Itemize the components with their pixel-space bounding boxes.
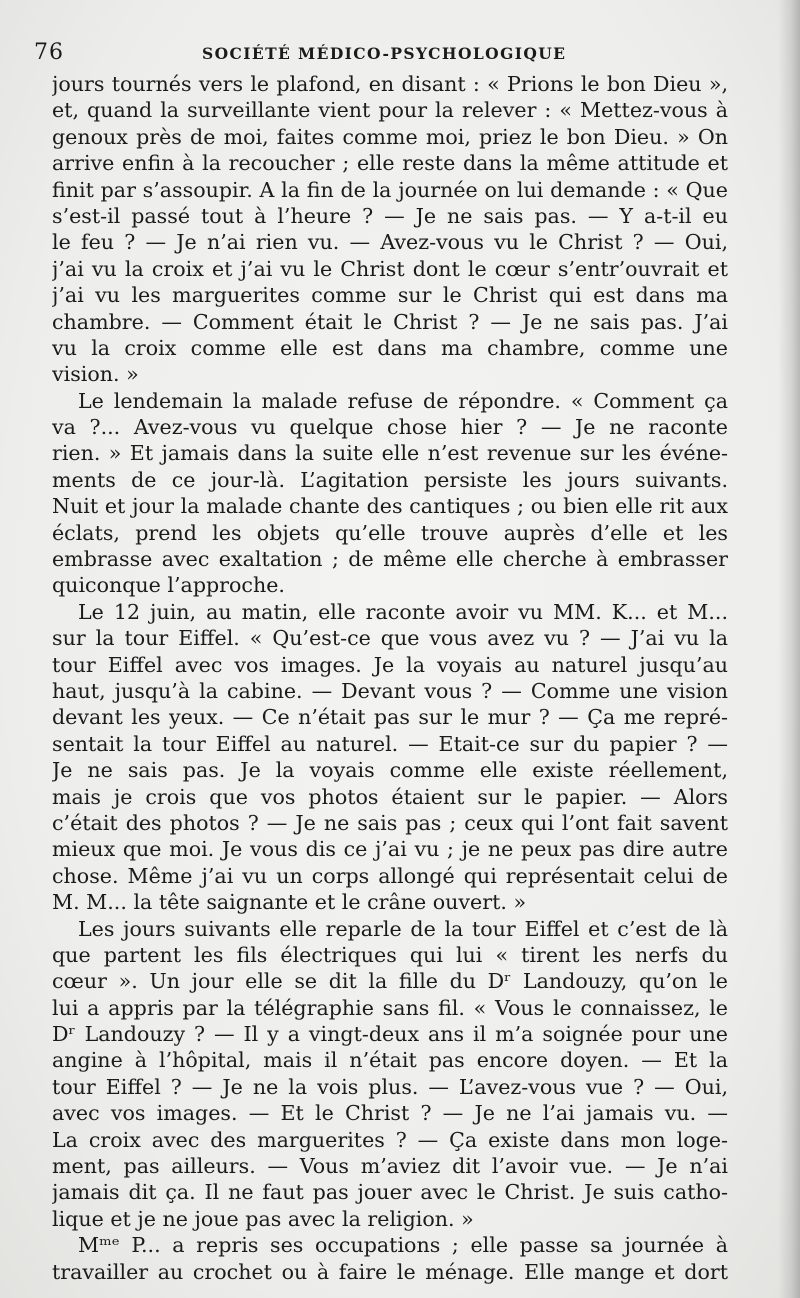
text-line: s’est-il passé tout à l’heure ? — Je ne sais pas. — Y a-t-il eu xyxy=(52,203,728,228)
text-line: cœur ». Un jour elle se dit la fille du Dʳ Landouzy, qu’on le xyxy=(52,969,728,994)
text-line: travailler au crochet ou à faire le ménage. Elle mange et dort xyxy=(52,1259,728,1284)
paragraph-start-line: Les jours suivants elle reparle de la tour Eiffel et c’est de là xyxy=(78,916,728,941)
text-line: mais je crois que vos photos étaient sur le papier. — Alors xyxy=(52,784,728,809)
text-line: sentait la tour Eiffel au naturel. — Etait-ce sur du papier ? — xyxy=(52,731,728,756)
text-line: avec vos images. — Et le Christ ? — Je ne l’ai jamais vu. — xyxy=(52,1101,728,1126)
text-line: que partent les fils électriques qui lui « tirent les nerfs du xyxy=(52,942,728,967)
text-line: j’ai vu la croix et j’ai vu le Christ dont le cœur s’entr’ouvrait et xyxy=(52,256,728,281)
text-line: le feu ? — Je n’ai rien vu. — Avez-vous vu le Christ ? — Oui, xyxy=(52,230,728,255)
page-number: 76 xyxy=(34,40,64,65)
paragraph-start-line: Mᵐᵉ P... a repris ses occupations ; elle passe sa journée à xyxy=(78,1233,728,1258)
paragraph-end-line: M. M... la tête saignante et le crâne ouvert. » xyxy=(52,890,527,915)
text-line: rien. » Et jamais dans la suite elle n’est revenue sur les événe- xyxy=(52,441,728,466)
text-line: embrasse avec exaltation ; de même elle cherche à embrasser xyxy=(52,547,728,572)
binding-shadow xyxy=(778,0,800,1298)
paragraph-start-line: Le lendemain la malade refuse de répondre. « Comment ça xyxy=(78,388,728,413)
text-line: va ?... Avez-vous vu quelque chose hier ? — Je ne raconte xyxy=(52,415,728,440)
text-line: jours tournés vers le plafond, en disant : « Prions le bon Dieu », xyxy=(52,72,728,96)
text-line: j’ai vu les marguerites comme sur le Christ qui est dans ma xyxy=(52,283,728,308)
text-line: vu la croix comme elle est dans ma chambre, comme une xyxy=(52,335,728,360)
text-line: angine à l’hôpital, mais il n’était pas encore doyen. — Et la xyxy=(52,1048,728,1073)
text-line: éclats, prend les objets qu’elle trouve auprès d’elle et les xyxy=(52,520,728,545)
text-line: tour Eiffel ? — Je ne la vois plus. — L’avez-vous vue ? — Oui, xyxy=(52,1074,728,1099)
running-head xyxy=(34,38,774,68)
text-line: mieux que moi. Je vous dis ce j’ai vu ; je ne peux pas dire autre xyxy=(52,837,728,862)
text-line: jamais dit ça. Il ne faut pas jouer avec le Christ. Je suis catho- xyxy=(52,1180,728,1205)
paragraph-start-line: Le 12 juin, au matin, elle raconte avoir vu MM. K... et M... xyxy=(78,599,728,624)
text-line: chambre. — Comment était le Christ ? — Je ne sais pas. J’ai xyxy=(52,309,728,334)
text-line: arrive enfin à la recoucher ; elle reste dans la même attitude et xyxy=(52,151,728,176)
text-line: chose. Même j’ai vu un corps allongé qui représentait celui de xyxy=(52,863,728,888)
paragraph-end-line: vision. » xyxy=(52,362,139,387)
text-line: genoux près de moi, faites comme moi, priez le bon Dieu. » On xyxy=(52,124,728,149)
text-line: lui a appris par la télégraphie sans fil. « Vous le connaissez, le xyxy=(52,995,728,1020)
paragraph-end-line: lique et je ne joue pas avec la religion. » xyxy=(52,1206,474,1231)
text-line: La croix avec des marguerites ? — Ça existe dans mon loge- xyxy=(52,1127,728,1152)
paragraph-end-line: quiconque l’approche. xyxy=(52,573,285,598)
text-line: sur la tour Eiffel. « Qu’est-ce que vous avez vu ? — J’ai vu la xyxy=(52,626,728,651)
text-line: haut, jusqu’à la cabine. — Devant vous ? — Comme une vision xyxy=(52,678,728,703)
text-line: Nuit et jour la malade chante des cantiques ; ou bien elle rit aux xyxy=(52,494,728,519)
text-line: ment, pas ailleurs. — Vous m’aviez dit l’avoir vue. — Je n’ai xyxy=(52,1154,728,1179)
text-line: tour Eiffel avec vos images. Je la voyais au naturel jusqu’au xyxy=(52,652,728,677)
body-text xyxy=(52,71,728,1285)
text-line: ments de ce jour-là. L’agitation persiste les jours suivants. xyxy=(52,467,728,492)
text-line: c’était des photos ? — Je ne sais pas ; ceux qui l’ont fait savent xyxy=(52,810,728,835)
text-line: finit par s’assoupir. A la fin de la journée on lui demande : « Que xyxy=(52,177,728,202)
text-line: devant les yeux. — Ce n’était pas sur le mur ? — Ça me repré- xyxy=(52,705,728,730)
text-line: Je ne sais pas. Je la voyais comme elle existe réellement, xyxy=(52,758,728,783)
text-line: et, quand la surveillante vient pour la relever : « Mettez-vous à xyxy=(52,98,728,123)
journal-title: SOCIÉTÉ MÉDICO-PSYCHOLOGIQUE xyxy=(202,44,567,63)
text-line: Dʳ Landouzy ? — Il y a vingt-deux ans il m’a soignée pour une xyxy=(52,1022,728,1047)
